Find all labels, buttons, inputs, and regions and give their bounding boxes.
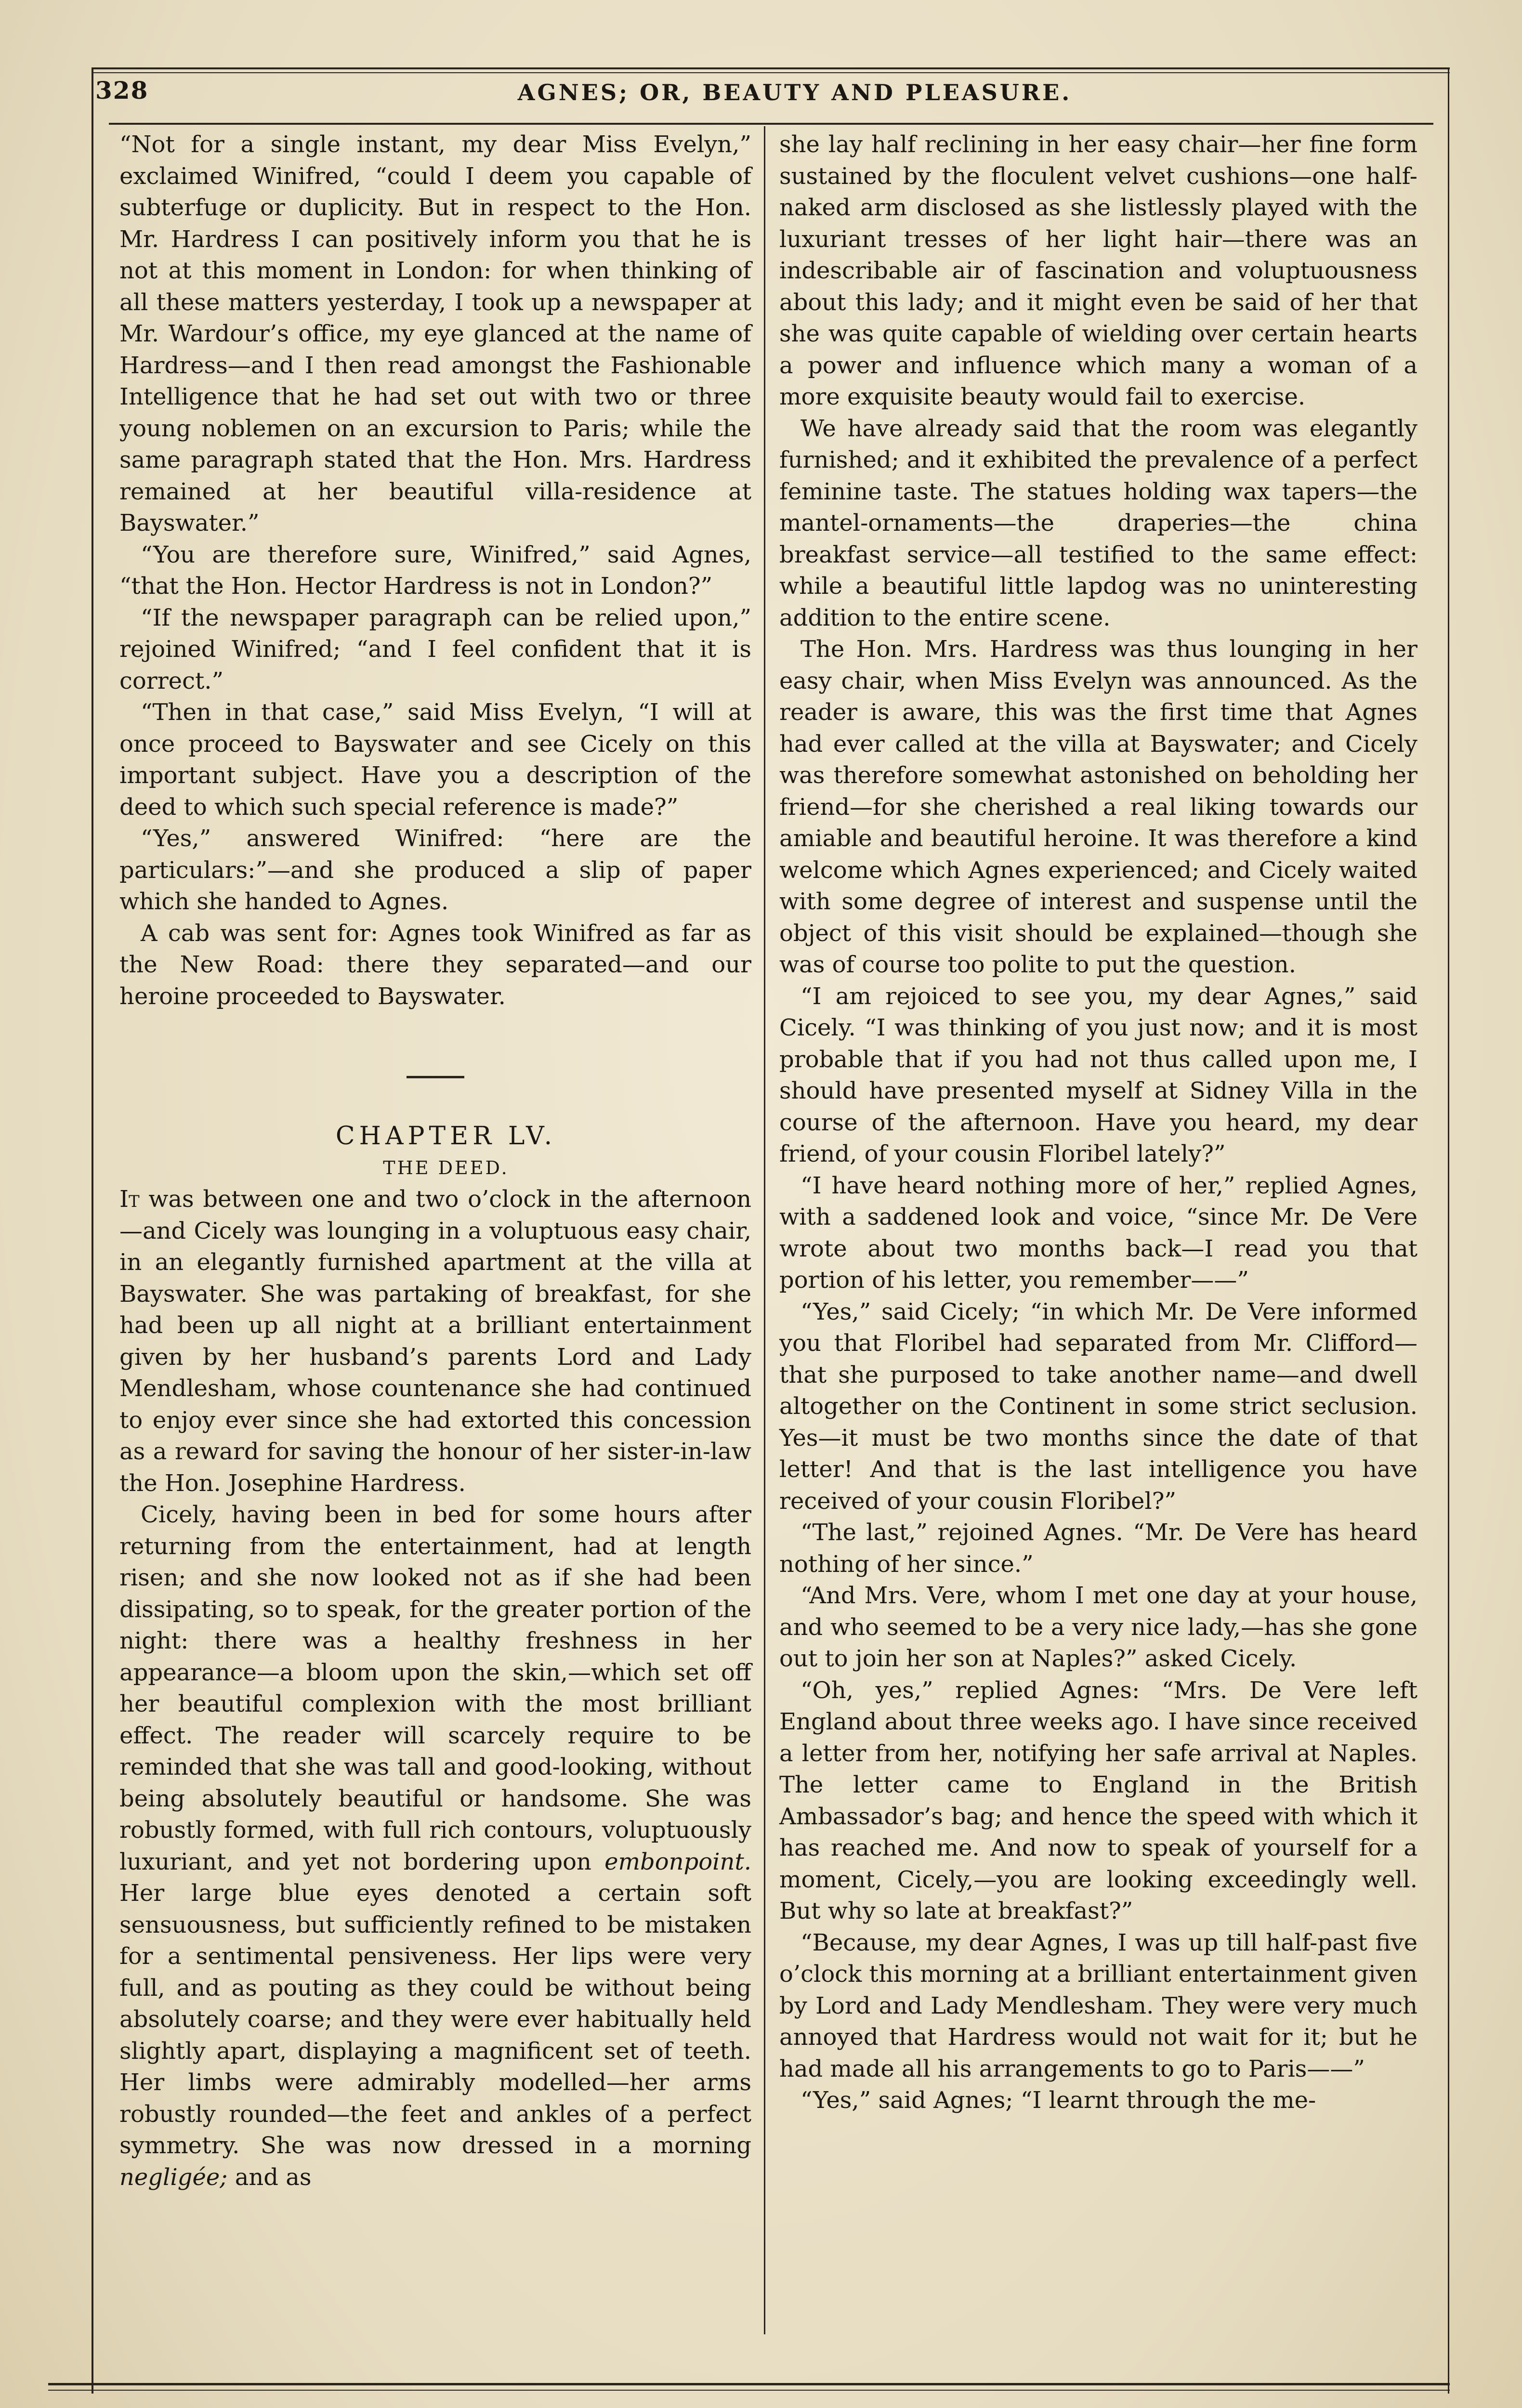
lead-text: was between one and two o’clock in the afternoon—and Cicely was lounging in a voluptuous easy chair, in an elegantly furnished apartment at the villa at Bayswater. She was partaking of breakfast, for she had been up all night at a brilliant entertainment given by her husband’s parents Lord and Lady Mendlesham, whose countenance she had continued to enjoy ever since she had extorted this concession as a reward for saving the honour of her sister-in-law the Hon. Josephine Hardress. bbox=[119, 1186, 751, 1497]
paragraph: “Not for a single instant, my dear Miss Evelyn,” exclaimed Winifred, “could I deem you capable of subterfuge or duplicity. But in respect to the Hon. Mr. Hardress I can positively inform you that he is not at this moment in London: for when thinking of all these matters yesterday, I took up a newspaper at Mr. Wardour’s office, my eye glanced at the name of Hardress—and I then read amongst the Fashionable Intelligence that he had set out with two or three young noblemen on an excursion to Paris; while the same paragraph stated that the Hon. Mrs. Hardress remained at her beautiful villa-residence at Bayswater.” bbox=[119, 131, 751, 537]
text-run: Cicely, having been in bed for some hours after returning from the entertainment, had at length risen; and she now looked not as if she had been dissipating, so to speak, for the greater portion of the night: there was a healthy freshness in her appearance—a bloom upon the skin,—which set off her beautiful complexion with the most brilliant effect. The reader will scarcely require to be reminded that she was tall and good-looking, without being absolutely beautiful or handsome. She was robustly formed, with full rich contours, voluptuously luxuriant, and yet not bordering upon bbox=[119, 1501, 751, 1875]
paragraph: “The last,” rejoined Agnes. “Mr. De Vere has heard nothing of her since.” bbox=[779, 1519, 1417, 1578]
paragraph: We have already said that the room was elegantly furnished; and it exhibited the prevalence of a perfect feminine taste. The statues holding wax tapers—the mantel-ornaments—the draperies—the china breakfast service—all testified to the same effect: while a beautiful little lapdog was no uninteresting addition to the entire scene. bbox=[779, 415, 1417, 631]
chapter-opening-paragraph bbox=[119, 1184, 751, 1499]
bottom-rule-thin bbox=[48, 2390, 1450, 2391]
running-head: AGNES; OR, BEAUTY AND PLEASURE. bbox=[517, 79, 1072, 105]
paragraph: “Yes,” answered Winifred: “here are the particulars:”—and she produced a slip of paper which she handed to Agnes. bbox=[119, 825, 751, 915]
frame-top-rule-thin bbox=[92, 72, 1450, 73]
right-column bbox=[779, 129, 1417, 2117]
italic-term: embonpoint. bbox=[604, 1848, 751, 1875]
paragraph: “I am rejoiced to see you, my dear Agnes,” said Cicely. “I was thinking of you just now; and it is most probable that if you had not thus called upon me, I should have presented myself at Sidney Villa in the course of the afternoon. Have you heard, my dear friend, of your cousin Floribel lately?” bbox=[779, 982, 1417, 1167]
frame-top-rule bbox=[92, 67, 1450, 69]
left-column bbox=[119, 129, 751, 2193]
paragraph: “Oh, yes,” replied Agnes: “Mrs. De Vere left England about three weeks ago. I have since received a letter from her, notifying her safe arrival at Naples. The letter came to England in the British Ambassador’s bag; and hence the speed with which it has reached me. And now to speak of yourself for a moment, Cicely,—you are looking exceedingly well. But why so late at breakfast?” bbox=[779, 1676, 1417, 1924]
column-divider bbox=[764, 126, 765, 2334]
chapter-subtitle: THE DEED. bbox=[383, 1157, 509, 1178]
paragraph: “And Mrs. Vere, whom I met one day at your house, and who seemed to be a very nice lady,—has she gone out to join her son at Naples?” asked Cicely. bbox=[779, 1582, 1417, 1672]
italic-term: negligée; bbox=[119, 2163, 228, 2191]
text-run: and as bbox=[227, 2163, 312, 2191]
header-rule bbox=[109, 123, 1433, 125]
lead-word: It bbox=[119, 1186, 140, 1213]
chapter-separator-rule bbox=[407, 1076, 464, 1078]
paragraph: “If the newspaper paragraph can be relied upon,” rejoined Winifred; “and I feel confident that it is correct.” bbox=[119, 604, 751, 694]
page-number: 328 bbox=[95, 76, 149, 105]
bottom-rule bbox=[48, 2383, 1450, 2385]
paragraph: A cab was sent for: Agnes took Winifred as far as the New Road: there they separated—and our heroine proceeded to Bayswater. bbox=[119, 919, 751, 1010]
paragraph: “I have heard nothing more of her,” replied Agnes, with a saddened look and voice, “since Mr. De Vere wrote about two months back—I read you that portion of his letter, you remember——” bbox=[779, 1172, 1417, 1294]
frame-left-rule bbox=[92, 67, 93, 2394]
paragraph: “Because, my dear Agnes, I was up till half-past five o’clock this morning at a brilliant entertainment given by Lord and Lady Mendlesham. They were very much annoyed that Hardress would not wait for it; but he had made all his arrangements to go to Paris——” bbox=[779, 1929, 1417, 2082]
paragraph: she lay half reclining in her easy chair—her fine form sustained by the floculent velvet cushions—one half-naked arm disclosed as she listlessly played with the luxuriant tresses of her light hair—there was an indescribable air of fascination and voluptuousness about this lady; and it might even be said of her that she was quite capable of wielding over certain hearts a power and influence which many a woman of a more exquisite beauty would fail to exercise. bbox=[779, 131, 1417, 410]
text-run: Her large blue eyes denoted a certain soft sensuousness, but sufficiently refined to be mistaken for a sentimental pensiveness. Her lips were very full, and as pouting as they could be without being absolutely coarse; and they were ever habitually held slightly apart, displaying a magnificent set of teeth. Her limbs were admirably modelled—her arms robustly rounded—the feet and ankles of a perfect symmetry. She was now dressed in a morning bbox=[119, 1880, 751, 2159]
paragraph: “You are therefore sure, Winifred,” said Agnes, “that the Hon. Hector Hardress is not in London?” bbox=[119, 541, 751, 600]
frame-right-rule bbox=[1448, 67, 1449, 2394]
paragraph-cicely bbox=[119, 1499, 751, 2193]
paragraph: The Hon. Mrs. Hardress was thus lounging in her easy chair, when Miss Evelyn was announced. As the reader is aware, this was the first time that Agnes had ever called at the villa at Bayswater; and Cicely was therefore somewhat astonished on beholding her friend—for she cherished a real liking towards our amiable and beautiful heroine. It was therefore a kind welcome which Agnes experienced; and Cicely waited with some degree of interest and suspense until the object of this visit should be explained—though she was of course too polite to put the question. bbox=[779, 636, 1417, 978]
paragraph: “Yes,” said Agnes; “I learnt through the me- bbox=[800, 2087, 1316, 2114]
paragraph: “Yes,” said Cicely; “in which Mr. De Vere informed you that Floribel had separated from Mr. Clifford—that she purposed to take another name—and dwell altogether on the Continent in some strict seclusion. Yes—it must be two months since the date of that letter! And that is the last intelligence you have received of your cousin Floribel?” bbox=[779, 1298, 1417, 1515]
chapter-title: CHAPTER LV. bbox=[335, 1122, 557, 1151]
paragraph: “Then in that case,” said Miss Evelyn, “I will at once proceed to Bayswater and see Cicely on this important subject. Have you a description of the deed to which such special reference is made?” bbox=[119, 699, 751, 821]
